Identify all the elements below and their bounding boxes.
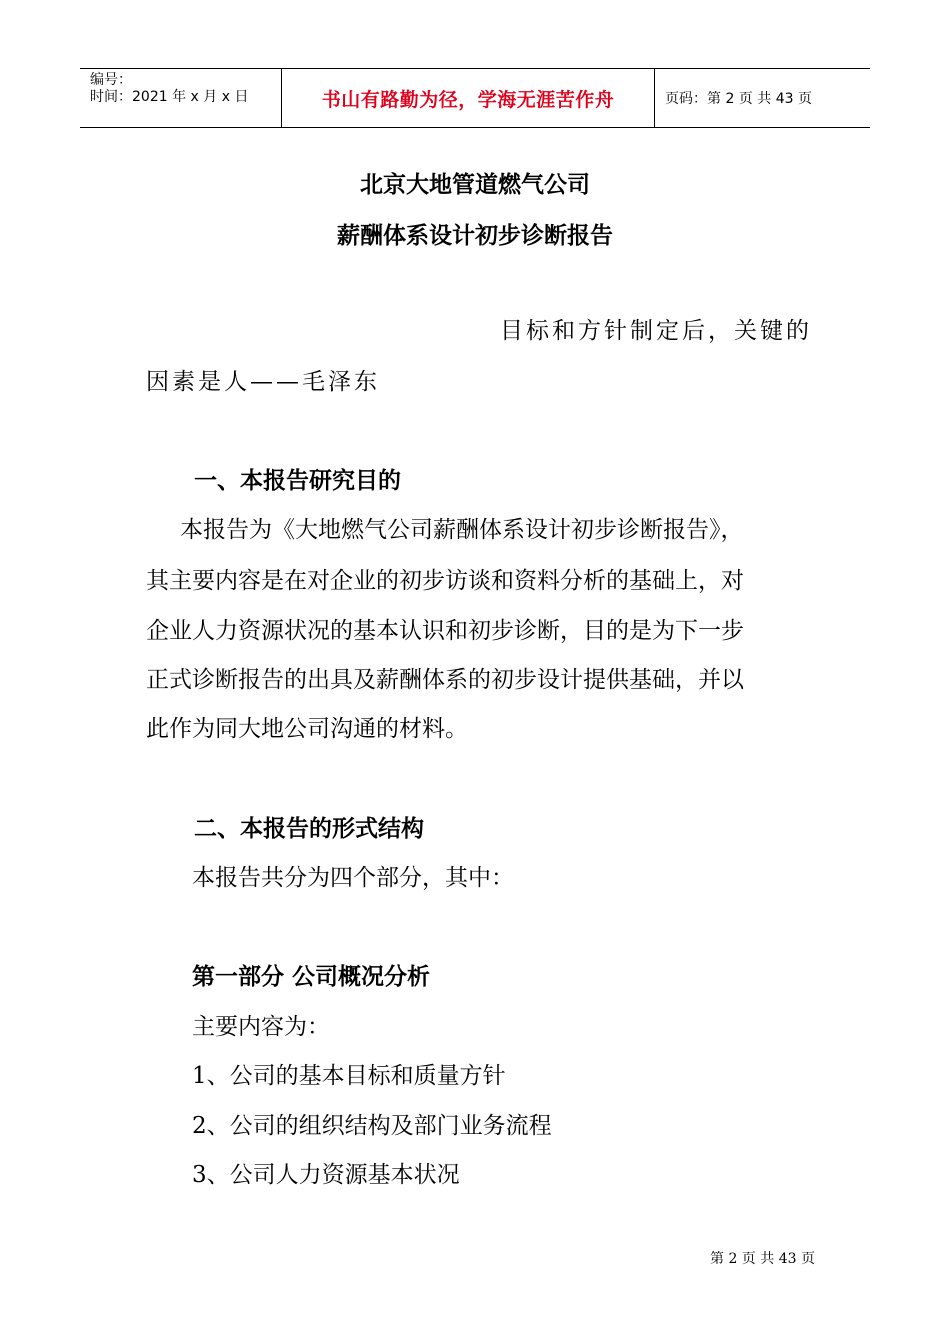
section1-paragraph-line: 其主要内容是在对企业的初步访谈和资料分析的基础上，对 [146,568,744,594]
section1-paragraph-line: 本报告为《大地燃气公司薪酬体系设计初步诊断报告》， [180,517,744,543]
section2-heading: 二、本报告的形式结构 [194,816,424,842]
header-motto: 书山有路勤为径，学海无涯苦作舟 [321,88,615,111]
page-header [80,68,870,128]
document-title-line1: 北京大地管道燃气公司 [360,172,590,198]
header-page-cell [655,69,870,127]
document-title-line2: 薪酬体系设计初步诊断报告 [337,223,613,249]
header-page-info: 页码：第 2 页 共 43 页 [665,91,812,107]
part1-list-item: 1、公司的基本目标和质量方针 [192,1063,506,1089]
header-motto-cell [282,69,655,127]
part1-list-item: 3、公司人力资源基本状况 [192,1162,460,1188]
section2-intro: 本报告共分为四个部分，其中： [192,865,514,891]
part1-list-item: 2、公司的组织结构及部门业务流程 [192,1113,552,1139]
section1-paragraph-line: 此作为同大地公司沟通的材料。 [146,716,468,742]
page-footer: 第 2 页 共 43 页 [710,1251,815,1267]
epigraph-line1: 目标和方针制定后，关键的 [500,318,812,344]
part1-heading: 第一部分 公司概况分析 [192,964,431,990]
part1-intro: 主要内容为： [192,1014,330,1040]
epigraph-line2: 因素是人——毛泽东 [146,369,380,395]
document-number-label: 编号： [90,72,132,88]
section1-heading: 一、本报告研究目的 [194,468,401,494]
header-meta-cell [80,69,282,127]
section1-paragraph-line: 正式诊断报告的出具及薪酬体系的初步设计提供基础，并以 [146,667,744,693]
document-date-label: 时间：2021 年 x 月 x 日 [90,89,249,105]
section1-paragraph-line: 企业人力资源状况的基本认识和初步诊断，目的是为下一步 [146,618,744,644]
